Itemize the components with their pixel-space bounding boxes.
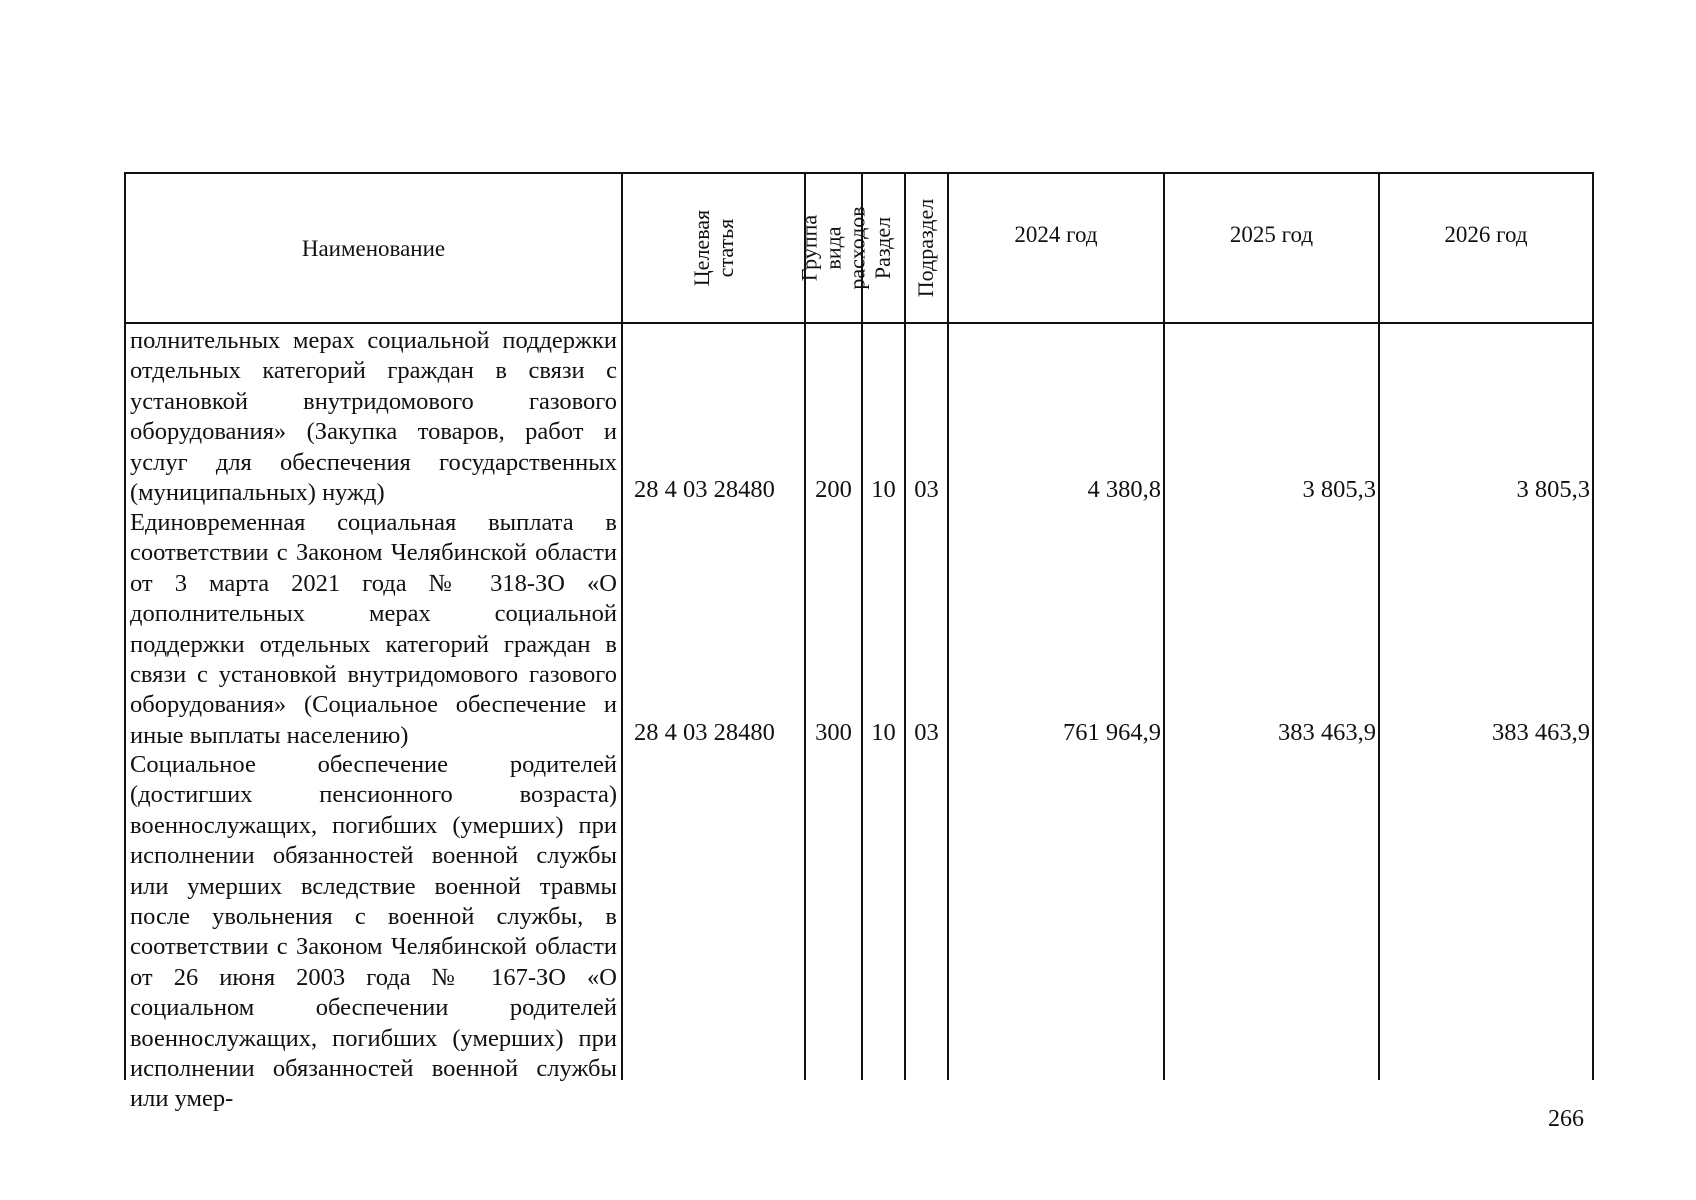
- header-2026: 2026 год: [1444, 221, 1528, 247]
- page-number: 266: [1548, 1106, 1584, 1132]
- header-2024: 2024 год: [1014, 221, 1098, 247]
- table-row-2-section: 10: [871, 719, 896, 746]
- header-name: Наименование: [301, 235, 446, 261]
- table-row-2-description: Единовременная социальная выплата в соответствии с Законом Челябинской области от 3 марта 2021 года № 318-ЗО «О дополнительных мерах социальной поддержки отдельных категорий граждан в связи с установкой внутридомового газового оборудования» (Социальное обеспечение и иные выплаты населению): [130, 509, 617, 749]
- table-row-1-target-article: 28 4 03 28480: [634, 476, 775, 503]
- table-row-2-target-article: 28 4 03 28480: [634, 719, 775, 746]
- col-border-8: [1592, 172, 1594, 1080]
- col-border-7: [1378, 172, 1380, 1080]
- table-row-1-description: полнительных мерах социальной поддержки отдельных категорий граждан в связи с установкой внутридомового газового оборудования» (Закупка товаров, работ и услуг для обеспечения государственных (муниципальных) нужд): [130, 327, 617, 507]
- table-row-2-expense-group: 300: [815, 719, 852, 746]
- col-border-5: [947, 172, 949, 1080]
- header-2025: 2025 год: [1229, 221, 1314, 247]
- header-bottom-border: [124, 322, 1594, 324]
- header-target-article: Целевая статья: [688, 209, 738, 287]
- table-row-3-description: Социальное обеспечение родителей (достигших пенсионного возраста) военнослужащих, погибших (умерших) при исполнении обязанностей военной службы или умерших вследствие военной травмы после увольнения с военной службы, в соответствии с Законом Челябинской области от 26 июня 2003 года № 167-ЗО «О социальном обеспечении родителей военнослужащих, погибших (умерших) при исполнении обязанностей военной службы или умер-: [130, 751, 617, 1113]
- budget-table: [124, 172, 1594, 1113]
- table-row-1-value-2025: 3 805,3: [1302, 476, 1376, 503]
- table-row-1-section: 10: [871, 476, 896, 503]
- table-row-2-value-2024: 761 964,9: [1063, 719, 1161, 746]
- table-row-2-value-2026: 383 463,9: [1492, 719, 1590, 746]
- table-row-1-subsection: 03: [914, 476, 939, 503]
- table-row-2-value-2025: 383 463,9: [1278, 719, 1376, 746]
- header-section: Раздел: [870, 216, 896, 280]
- header-subsection: Подраздел: [913, 198, 939, 298]
- table-row-1-value-2026: 3 805,3: [1516, 476, 1590, 503]
- table-row-2-subsection: 03: [914, 719, 939, 746]
- col-border-6: [1163, 172, 1165, 1080]
- header-expense-group: Группа вида расходов: [796, 206, 870, 290]
- table-row-1-value-2024: 4 380,8: [1087, 476, 1161, 503]
- table-row-1-expense-group: 200: [815, 476, 852, 503]
